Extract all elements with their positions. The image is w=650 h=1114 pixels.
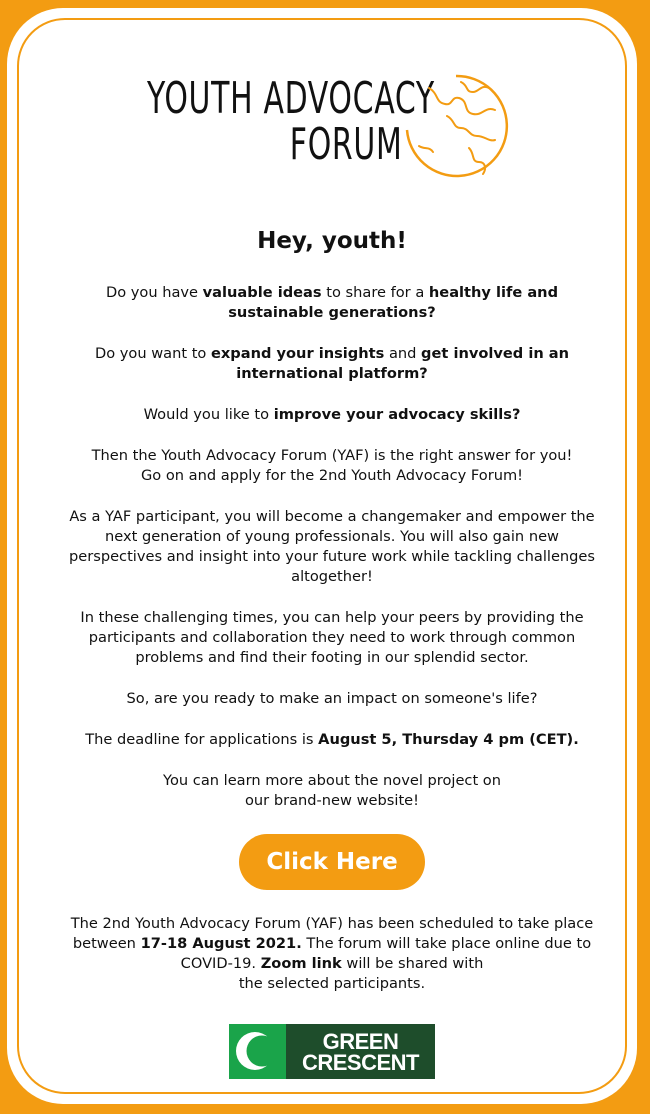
logo-text: [147, 73, 435, 170]
green-crescent-wordmark: [286, 1024, 435, 1079]
message-body: [57, 226, 607, 1015]
green-crescent-logo: [229, 1024, 435, 1079]
email-card: [7, 8, 637, 1104]
click-here-button[interactable]: Click Here: [239, 834, 425, 890]
crescent-icon: [229, 1024, 286, 1079]
sponsor-line-2: CRESCENT: [301, 1049, 419, 1075]
deadline-paragraph: The deadline for applications is August 5, Thursday 4 pm (CET).: [85, 731, 579, 748]
sponsor-line-1: GREEN: [322, 1028, 399, 1054]
logo-line-2: FORUM: [289, 119, 403, 170]
learn-more-paragraph: You can learn more about the novel project on our brand-new website!: [163, 772, 501, 809]
logo-line-1: YOUTH ADVOCACY: [147, 73, 435, 124]
globe-icon: [399, 68, 514, 183]
question-skills: Would you like to improve your advocacy skills?: [143, 406, 521, 423]
yaf-logo: [147, 68, 517, 188]
page-title: Hey, youth!: [257, 228, 407, 254]
ready-paragraph: So, are you ready to make an impact on someone's life?: [126, 690, 538, 707]
challenging-times-paragraph: In these challenging times, you can help your peers by providing the participants and collaboration they need to work through common problems and find their footing in our splendid sector.: [80, 609, 584, 666]
question-insights: Do you want to expand your insights and get involved in an international platform?: [94, 345, 570, 382]
participant-paragraph: As a YAF participant, you will become a changemaker and empower the next generation of young professionals. You will also gain new perspectives and insight into your future work while tackling challenges altogether!: [68, 508, 596, 585]
schedule-paragraph: The 2nd Youth Advocacy Forum (YAF) has been scheduled to take place between 17-18 August 2021. The forum will take place online due to COVID-19. Zoom link will be shared with the selected participants.: [70, 915, 594, 992]
answer-paragraph: Then the Youth Advocacy Forum (YAF) is the right answer for you! Go on and apply for the 2nd Youth Advocacy Forum!: [91, 447, 573, 484]
question-ideas: Do you have valuable ideas to share for a healthy life and sustainable generations?: [105, 284, 559, 321]
